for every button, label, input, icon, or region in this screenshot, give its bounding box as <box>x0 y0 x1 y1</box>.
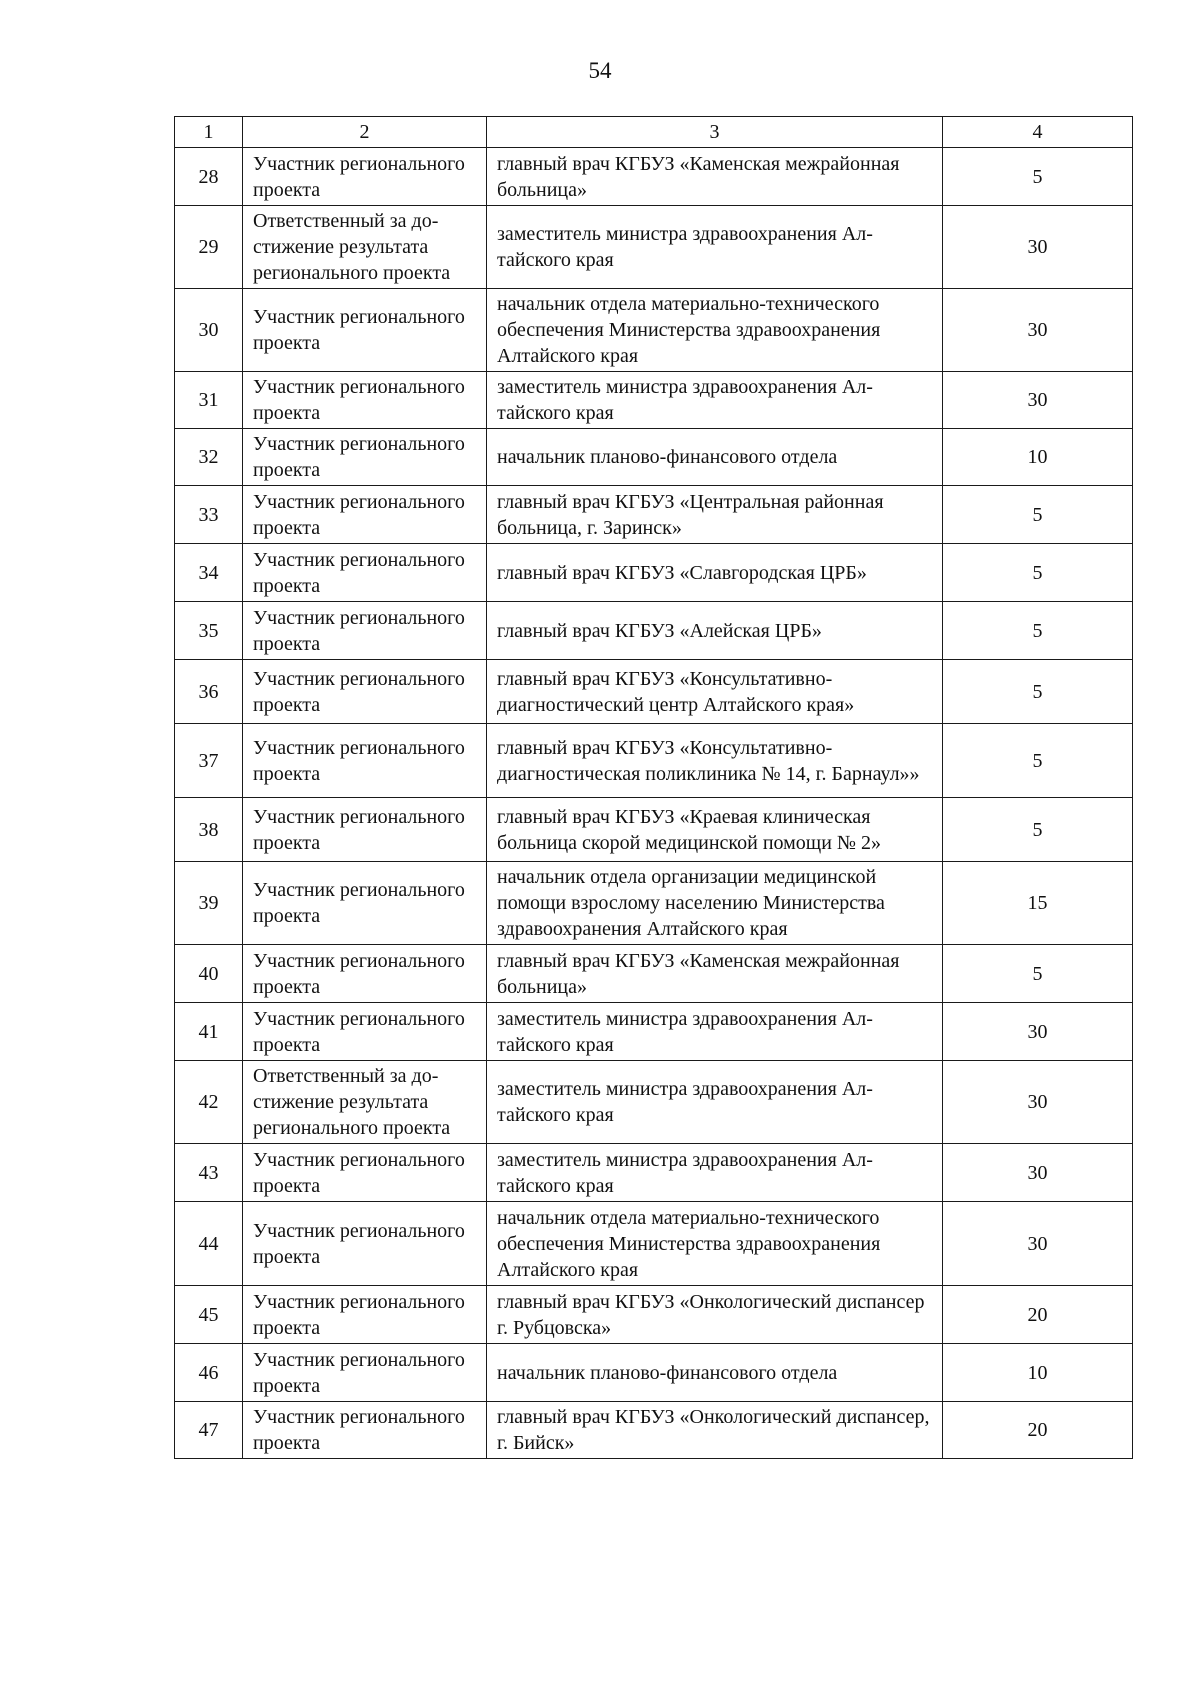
role-cell: Участник регионального проекта <box>243 1144 487 1202</box>
table-row <box>175 429 1133 486</box>
row-number-cell: 38 <box>175 798 243 862</box>
role-cell: Участник регионального проекта <box>243 1003 487 1061</box>
value-cell: 10 <box>943 429 1133 486</box>
responsible-person-cell: главный врач КГБУЗ «Консультативно-диагностическая поликлиника № 14, г. Барнаул»» <box>487 724 943 798</box>
role-cell: Участник регионального проекта <box>243 1344 487 1402</box>
row-number-cell: 45 <box>175 1286 243 1344</box>
role-cell: Участник регионального проекта <box>243 148 487 206</box>
table-row <box>175 544 1133 602</box>
header-cell: 3 <box>487 117 943 148</box>
value-cell: 30 <box>943 1144 1133 1202</box>
value-cell: 30 <box>943 372 1133 429</box>
role-cell: Участник регионального проекта <box>243 1402 487 1459</box>
role-cell: Участник регионального проекта <box>243 372 487 429</box>
responsible-person-cell: заместитель министра здравоохранения Алтайского края <box>487 1061 943 1144</box>
table-row <box>175 1402 1133 1459</box>
responsible-person-cell: главный врач КГБУЗ «Онкологический диспансер, г. Бийск» <box>487 1402 943 1459</box>
value-cell: 15 <box>943 862 1133 945</box>
responsible-person-cell: начальник планово-финансового отдела <box>487 429 943 486</box>
table-row <box>175 1344 1133 1402</box>
value-cell: 30 <box>943 1202 1133 1286</box>
table-row <box>175 148 1133 206</box>
header-cell: 2 <box>243 117 487 148</box>
table-row <box>175 206 1133 289</box>
value-cell: 20 <box>943 1286 1133 1344</box>
table-row <box>175 798 1133 862</box>
row-number-cell: 29 <box>175 206 243 289</box>
row-number-cell: 31 <box>175 372 243 429</box>
responsible-person-cell: начальник отдела материально-технического обеспечения Министерства здравоохранения Алтайского края <box>487 289 943 372</box>
value-cell: 5 <box>943 602 1133 660</box>
value-cell: 5 <box>943 724 1133 798</box>
role-cell: Участник регионального проекта <box>243 945 487 1003</box>
role-cell: Участник регионального проекта <box>243 862 487 945</box>
row-number-cell: 37 <box>175 724 243 798</box>
row-number-cell: 43 <box>175 1144 243 1202</box>
value-cell: 5 <box>943 486 1133 544</box>
row-number-cell: 36 <box>175 660 243 724</box>
table-row <box>175 862 1133 945</box>
table-header-row <box>175 117 1133 148</box>
row-number-cell: 30 <box>175 289 243 372</box>
role-cell: Участник регионального проекта <box>243 429 487 486</box>
responsible-person-cell: начальник планово-финансового отдела <box>487 1344 943 1402</box>
role-cell: Участник регионального проекта <box>243 1286 487 1344</box>
responsible-person-cell: главный врач КГБУЗ «Алейская ЦРБ» <box>487 602 943 660</box>
table-row <box>175 289 1133 372</box>
value-cell: 5 <box>943 660 1133 724</box>
row-number-cell: 39 <box>175 862 243 945</box>
responsible-person-cell: главный врач КГБУЗ «Краевая клиническая больница скорой медицинской помощи № 2» <box>487 798 943 862</box>
value-cell: 30 <box>943 289 1133 372</box>
row-number-cell: 34 <box>175 544 243 602</box>
value-cell: 10 <box>943 1344 1133 1402</box>
role-cell: Участник регионального проекта <box>243 486 487 544</box>
table-row <box>175 602 1133 660</box>
role-cell: Участник регионального проекта <box>243 1202 487 1286</box>
responsible-person-cell: начальник отдела организации медицинской помощи взрослому населению Министерства здравоохранения Алтайского края <box>487 862 943 945</box>
header-cell: 1 <box>175 117 243 148</box>
role-cell: Участник регионального проекта <box>243 289 487 372</box>
table-row <box>175 372 1133 429</box>
role-cell: Участник регионального проекта <box>243 798 487 862</box>
table-row <box>175 1061 1133 1144</box>
responsible-person-cell: главный врач КГБУЗ «Онкологический диспансер г. Рубцовска» <box>487 1286 943 1344</box>
responsible-person-cell: начальник отдела материально-технического обеспечения Министерства здравоохранения Алтайского края <box>487 1202 943 1286</box>
responsible-person-cell: главный врач КГБУЗ «Центральная районная больница, г. Заринск» <box>487 486 943 544</box>
table-row <box>175 945 1133 1003</box>
responsible-person-cell: заместитель министра здравоохранения Алтайского края <box>487 372 943 429</box>
responsible-person-cell: главный врач КГБУЗ «Славгородская ЦРБ» <box>487 544 943 602</box>
responsible-person-cell: главный врач КГБУЗ «Каменская межрайонная больница» <box>487 148 943 206</box>
role-cell: Участник регионального проекта <box>243 544 487 602</box>
value-cell: 5 <box>943 945 1133 1003</box>
row-number-cell: 35 <box>175 602 243 660</box>
responsible-person-cell: главный врач КГБУЗ «Консультативно-диагностический центр Алтайского края» <box>487 660 943 724</box>
role-cell: Ответственный за достижение результата регионального проекта <box>243 206 487 289</box>
participants-table <box>174 116 1133 1459</box>
table-row <box>175 1003 1133 1061</box>
table-row <box>175 1202 1133 1286</box>
value-cell: 30 <box>943 1003 1133 1061</box>
table-row <box>175 660 1133 724</box>
table-row <box>175 486 1133 544</box>
table-row <box>175 724 1133 798</box>
row-number-cell: 28 <box>175 148 243 206</box>
page-number: 54 <box>588 58 612 83</box>
role-cell: Участник регионального проекта <box>243 660 487 724</box>
row-number-cell: 42 <box>175 1061 243 1144</box>
header-cell: 4 <box>943 117 1133 148</box>
role-cell: Ответственный за достижение результата регионального проекта <box>243 1061 487 1144</box>
responsible-person-cell: заместитель министра здравоохранения Алтайского края <box>487 1003 943 1061</box>
row-number-cell: 32 <box>175 429 243 486</box>
role-cell: Участник регионального проекта <box>243 602 487 660</box>
table-row <box>175 1144 1133 1202</box>
value-cell: 5 <box>943 148 1133 206</box>
row-number-cell: 46 <box>175 1344 243 1402</box>
responsible-person-cell: заместитель министра здравоохранения Алтайского края <box>487 1144 943 1202</box>
responsible-person-cell: заместитель министра здравоохранения Алтайского края <box>487 206 943 289</box>
value-cell: 5 <box>943 544 1133 602</box>
row-number-cell: 44 <box>175 1202 243 1286</box>
row-number-cell: 47 <box>175 1402 243 1459</box>
row-number-cell: 40 <box>175 945 243 1003</box>
row-number-cell: 33 <box>175 486 243 544</box>
value-cell: 5 <box>943 798 1133 862</box>
value-cell: 20 <box>943 1402 1133 1459</box>
table-row <box>175 1286 1133 1344</box>
row-number-cell: 41 <box>175 1003 243 1061</box>
value-cell: 30 <box>943 1061 1133 1144</box>
responsible-person-cell: главный врач КГБУЗ «Каменская межрайонная больница» <box>487 945 943 1003</box>
value-cell: 30 <box>943 206 1133 289</box>
role-cell: Участник регионального проекта <box>243 724 487 798</box>
